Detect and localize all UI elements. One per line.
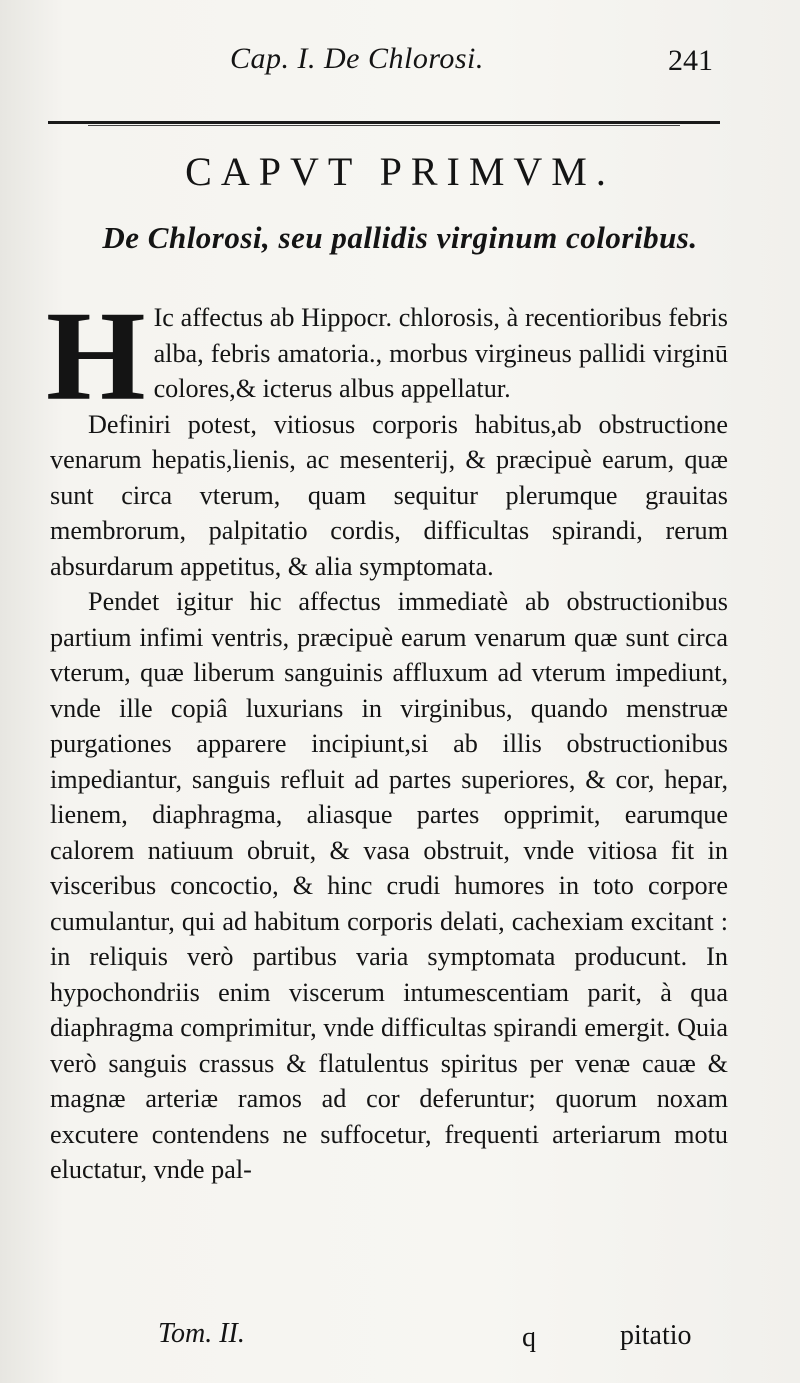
paragraph-2: Definiri potest, vitiosus corporis habitus,ab obstructione venarum hepatis,lienis, ac mesenterij, & præcipuè earum, quæ sunt circa vterum, quam sequitur plerumque grauitas membrorum, palpitatio cordis, difficultas spirandi, rerum absurdarum appetitus, & alia symptomata. [50,409,728,581]
drop-cap: H [46,285,146,427]
signature-mark: q [522,1322,536,1353]
chapter-subtitle: De Chlorosi, seu pallidis virginum coloribus. [102,220,698,255]
paragraph-3: Pendet igitur hic affectus immediatè ab obstructionibus partium infimi ventris, præcipuè earum venarum quæ sunt circa vterum, quæ liberum sanguinis affluxum ad vterum impediunt, vnde ille copiâ luxurians in virginibus, quando menstruæ purgationes apparere incipiunt,si ab illis obstructionibus impediantur, sanguis refluit ad partes superiores, & cor, hepar, lienem, diaphragma, aliasque partes opprimit, earumque calorem natiuum obruit, & vasa obstruit, vnde vitiosa fit in visceribus concoctio, & hinc crudi humores in toto corpore cumulantur, qui ad habitum corporis delati, cachexiam excitant : in reliquis verò partibus varia symptomata producunt. In hypochondriis enim viscerum intumescentiam parit, à qua diaphragma comprimitur, vnde difficultas spirandi emergit. Quia verò sanguis crassus & flatulentus spiritus per venæ cauæ & magnæ arteriæ ramos ad cor deferuntur; quorum noxam excutere contendens ne suffocetur, frequenti arteriarum motu eluctatur, vnde pal- [50,587,728,1184]
body-text [46,285,728,1188]
tome-mark: Tom. II. [158,1318,245,1349]
catchword: pitatio [620,1320,692,1351]
header-rule-thick [48,121,720,124]
header-rule [48,118,720,128]
page-footer [0,1318,800,1358]
chapter-title: CAPVT PRIMVM. [185,149,615,194]
paragraph-1 [46,285,728,427]
header-rule-thin [88,125,680,126]
running-head [0,42,800,82]
page-number: 241 [668,44,713,77]
running-title: Cap. I. De Chlorosi. [230,42,484,75]
paragraph-1-text: Ic affectus ab Hippocr. chlorosis, à recentioribus febris alba, febris amatoria., morbus virgineus pallidi virginū colores,& icterus albus appellatur. [153,303,728,403]
